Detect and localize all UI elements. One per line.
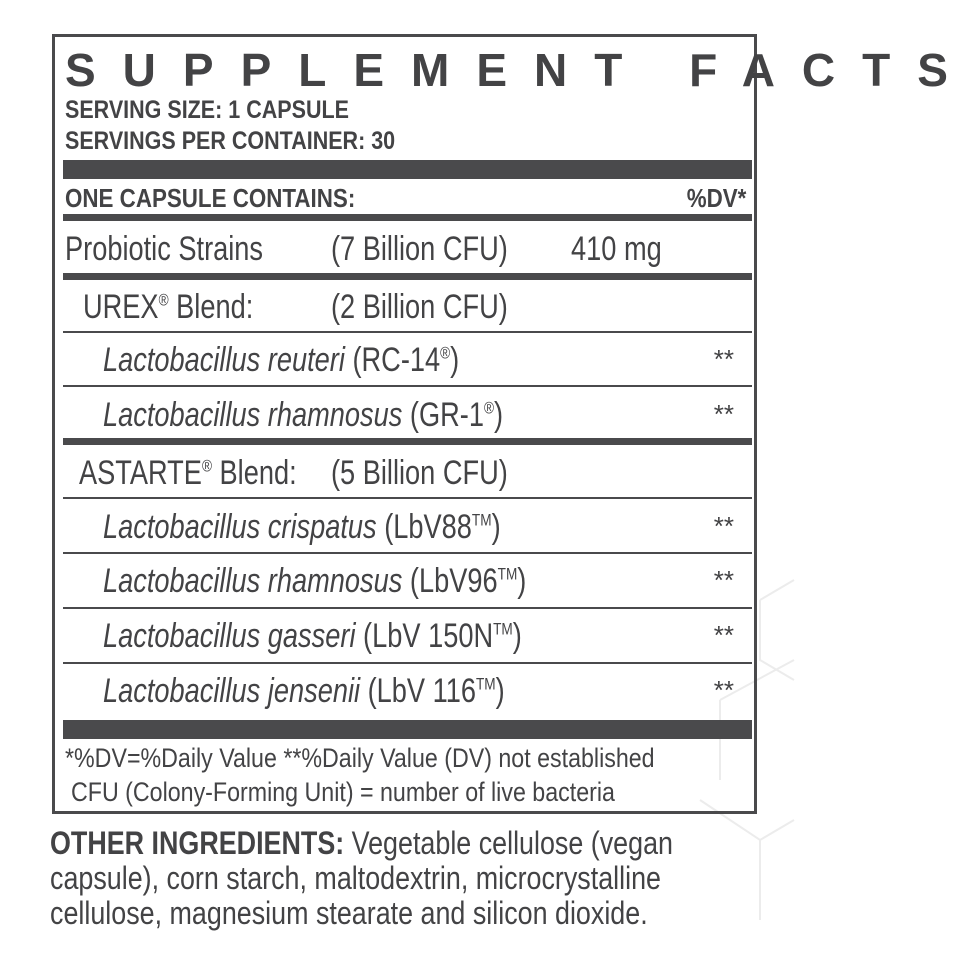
probiotic-cfu: (7 Billion CFU) — [331, 230, 508, 268]
medium-rule — [63, 214, 752, 221]
astarte-strain-1: Lactobacillus crispatus (LbV88™) — [103, 508, 501, 546]
urex-strain-2: Lactobacillus rhamnosus (GR-1®) — [103, 396, 504, 434]
astarte-strain-2-dv: ** — [713, 565, 734, 595]
footnote-cfu: CFU (Colony-Forming Unit) = number of live bacteria — [71, 777, 615, 807]
astarte-blend-cfu: (5 Billion CFU) — [331, 454, 508, 492]
other-ingredients-line-2: capsule), corn starch, maltodextrin, microcrystalline — [50, 860, 661, 896]
medium-rule — [63, 438, 752, 445]
astarte-strain-2: Lactobacillus rhamnosus (LbV96™) — [103, 562, 527, 600]
panel-title: SUPPLEMENT FACTS — [65, 44, 975, 96]
astarte-blend-label: ASTARTE® Blend: — [79, 454, 297, 492]
astarte-strain-3-dv: ** — [713, 620, 734, 650]
other-ingredients — [50, 826, 790, 931]
astarte-strain-3: Lactobacillus gasseri (LbV 150N™) — [103, 617, 522, 655]
other-ingredients-line-3: cellulose, magnesium stearate and silicon dioxide. — [50, 895, 648, 931]
footnote-dv: *%DV=%Daily Value **%Daily Value (DV) not established — [65, 743, 655, 773]
astarte-strain-4: Lactobacillus jensenii (LbV 116™) — [103, 672, 505, 710]
medium-rule — [63, 273, 752, 280]
astarte-strain-1-dv: ** — [713, 511, 734, 541]
thin-rule — [63, 552, 752, 554]
thin-rule — [63, 497, 752, 499]
contains-header: ONE CAPSULE CONTAINS: — [65, 183, 356, 213]
urex-blend-label: UREX® Blend: — [83, 288, 254, 326]
probiotic-amount: 410 mg — [571, 230, 662, 268]
dv-header: %DV* — [686, 183, 746, 213]
probiotic-label: Probiotic Strains — [65, 230, 264, 268]
thin-rule — [63, 331, 752, 333]
urex-strain-1: Lactobacillus reuteri (RC-14®) — [103, 341, 460, 379]
urex-strain-2-dv: ** — [713, 399, 734, 429]
urex-blend-cfu: (2 Billion CFU) — [331, 288, 508, 326]
other-ingredients-label: OTHER INGREDIENTS: — [50, 825, 345, 861]
thick-rule — [63, 720, 752, 739]
thin-rule — [63, 385, 752, 387]
other-ingredients-line-1: OTHER INGREDIENTS: Vegetable cellulose (vegan — [50, 825, 673, 861]
supplement-facts-panel — [52, 34, 975, 814]
thick-rule — [63, 160, 752, 179]
urex-strain-1-dv: ** — [713, 344, 734, 374]
thin-rule — [63, 662, 752, 664]
serving-size: SERVING SIZE: 1 CAPSULE — [65, 96, 349, 124]
astarte-strain-4-dv: ** — [713, 675, 734, 705]
thin-rule — [63, 607, 752, 609]
servings-per-container: SERVINGS PER CONTAINER: 30 — [65, 127, 396, 155]
